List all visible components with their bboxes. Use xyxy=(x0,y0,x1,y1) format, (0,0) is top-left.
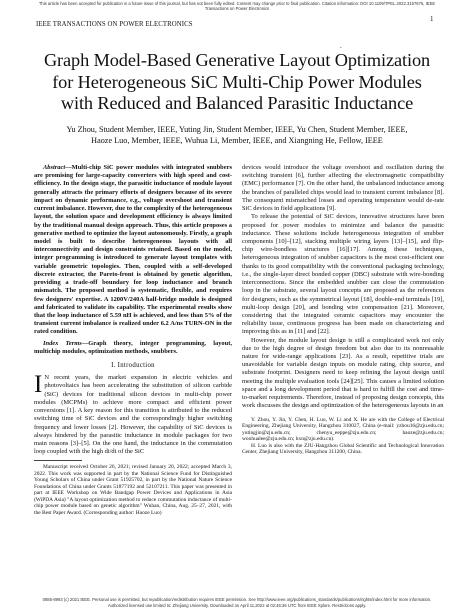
copyright-line: 0885-8993 (c) 2021 IEEE. Personal use is permitted, but republication/redistribution requires IEEE permission. See http://www.ieee.org/publications_standards/publications/rights/index.html for more information. xyxy=(42,597,432,602)
right-paragraph-3: However, the module layout design is still a complicated work not only due to the high degree of design freedom but also due to its nonreusable nature for wide-range applications [23]. As a result, repetitive trials are unavoidable for variable design inputs on module rating, chip source, and substrate footprint. Designers need to keep refining the layout design until meeting the multiple evaluation tools [24][25]. This causes a limited solution space and a long development period that is hard to fulfill the cost and time-to-market requirements. Therefore, instead of proposing design concepts, this work discusses the design and optimization of the heterogeneous layouts in an xyxy=(242,336,444,410)
right-paragraph-2: To release the potential of SiC devices, innovative structures have been proposed for power modules to minimize and balance the parasitic inductance. These solutions include heterogeneous integration of snubber components [10]–[12], stacking multiple wiring layers [13]–[15], and flip-chip wire-bondless structures [16][17]. Among these techniques, heterogeneous integration of snubber capacitors is the most cost-efficient one thanks to its good compatibility with the conventional packaging technology, i.e., the single-layer direct bonded copper (DBC) substrate with wire-bonding interconnections. Since the embedded snubber can close the commutation loop in the substrate, several layout concepts are proposed as the references for designers, such as the symmetrical layout [18], double-end terminals [19], multi-loop design [20], and bonding wire compensation [21]. Moreover, considering that the integrated ceramic capacitors may encounter the reliability issue, continuous progress has been made on characterizing and improving this as in [11] and [22]. xyxy=(242,213,444,336)
affiliation-footnote-2: H. Luo is also with the ZJU-Hangzhou Global Scientific and Technological Innovation Center, Zhejiang University, Hangzhou 311200, China. xyxy=(242,442,444,456)
drop-cap: I xyxy=(34,371,43,399)
page-footer xyxy=(4,597,470,608)
right-paragraph-1: devices would introduce the voltage overshoot and oscillation during the switching transient [6], further affecting the electromagnetic compatibility (EMC) performance [7]. On the other hand, the unbalanced inductance among the branches of paralleled chips would lead to transient current imbalance [8]. The consequent mismatched losses and operating temperature would de-rate SiC devices in field applications [9]. xyxy=(242,164,444,213)
title-line-3: with Reduced and Balanced Parasitic Inductance xyxy=(60,93,414,113)
intro-paragraph-1-text: N recent years, the market expansion in electric vehicles and photovoltaics has been accelerating the substitution of silicon carbide (SiC) devices for traditional silicon devices in multi-chip power modules (MCPMs) to achieve more compact and efficient power conversions [1]. A key reason for this transition is attributed to the reduced switching time of SiC devices and the correspondingly higher switching frequency and lower losses [2]. However, the capability of SiC devices is always hindered by the parasitic inductance in module packages for two main reasons [3]–[5]. On the one hand, the inductance in the commutation loop coupled with the high di/dt of the SiC xyxy=(34,374,232,456)
title-line-1: Graph Model-Based Generative Layout Optimization xyxy=(43,50,431,70)
footnote-divider xyxy=(34,460,82,461)
top-notice xyxy=(6,1,468,12)
license-line: Authorized licensed use limited to: Zhejiang University. Downloaded on April 11,2022 at 02:46:36 UTC from IEEE Xplore. Restrictions apply. xyxy=(107,602,367,608)
journal-name: IEEE TRANSACTIONS ON POWER ELECTRONICS xyxy=(36,21,193,28)
index-terms-label: Index Terms xyxy=(43,339,82,347)
top-notice-line-1: This article has been accepted for publication in a future issue of this journal, but has not been fully edited. Content may change prior to final publication. Citation information: DOI 10.1109/TPEL.2022.3157675, IEEE xyxy=(38,1,436,6)
right-column xyxy=(242,164,444,456)
stray-dot: . xyxy=(340,42,342,50)
authors-line-1: Yu Zhou, Student Member, IEEE, Yuting Jin, Student Member, IEEE, Yu Chen, Student Member, IEEE, xyxy=(66,125,408,134)
page-number: 1 xyxy=(430,15,434,23)
paper-title xyxy=(30,50,444,115)
authors-line-2: Haoze Luo, Member, IEEE, Wuhua Li, Member, IEEE, and Xiangning He, Fellow, IEEE xyxy=(91,136,383,145)
top-notice-line-2: Transactions on Power Electronics xyxy=(204,6,270,12)
intro-paragraph-1 xyxy=(34,371,232,456)
author-list xyxy=(30,124,444,146)
affiliation-footnote-1: Y. Zhou, Y. Jin, Y. Chen, H. Luo, W. Li and X. He are with the College of Electrical Engineering, Zhejiang University, Hangzhou 310027, China (e-mail: yzhou16@zju.edu.cn; yutingjin@zju.edu.cn; chenyu_eeppe@zju.edu.cn; haoze@zju.edu.cn; woohualee@zju.edu.cn; hxn@zju.edu.cn). xyxy=(242,416,444,443)
index-terms-text: —Graph theory, integer programming, layout, multichip modules, optimization methods, snubbers. xyxy=(34,339,232,355)
abstract-text: —Multi-chip SiC power modules with integrated snubbers are promising for large-capacity converters with high speed and cost-efficiency. In the design stage, the parasitic inductance of module layout generally attracts the primary efforts of designers because of its severe impact on dynamic performance, e.g., voltage overshoot and transient current imbalance. However, due to the complexity of the heterogeneous layout, the solution space and development efficiency is always limited by the traditional manual design approach. Thus, this article proposes a generative method to optimize the layout autonomously. Firstly, a graph model is built to describe heterogeneous layouts with all interconnectivity and design constraints retained. Based on the model, integer programming is introduced to generate layout templates with variable geometric topologies. Then, coupled with a self-developed discrete extractor, the Pareto-front is obtained by genetic algorithm, providing a trade-off boundary for loop inductance and branch mismatch. The proposed method is systematic, flexible, and requires few designers' expertise. A 1200V/240A half-bridge module is designed and fabricated to validate its capability. The experimental results show that the loop inductance of 5.59 nH is achieved, and less than 5% of the transient current imbalance is realized under 6.2 A/ns TURN-ON in the rated condition. xyxy=(34,164,232,336)
section-heading-introduction: I. Introduction xyxy=(111,362,155,370)
manuscript-footnote: Manuscript received October 26, 2021; revised January 20, 2022; accepted March 3, 2022. This work was supported in part by the National Science Fund for Distinguished Young Scholars of China under Grant 51925702, in part by the National Nature Science Foundations of China under Grants 51877192 and 52107211. This paper was presented in part at IEEE Workshop on Wide Bandgap Power Devices and Applications in Asia (WiPDA Asia) "A layout optimization method to reduce commutation inductance of multi-chip power module based on genetic algorithm" Wuhan, China, Aug. 25–27, 2021, with the Best Paper Award. (Corresponding author: Haoze Luo) xyxy=(34,464,232,516)
abstract xyxy=(34,164,232,337)
left-column xyxy=(34,164,232,516)
abstract-label: Abstract xyxy=(43,164,66,171)
index-terms xyxy=(34,340,232,356)
title-line-2: for Heterogeneous SiC Multi-Chip Power Modules xyxy=(52,71,422,92)
